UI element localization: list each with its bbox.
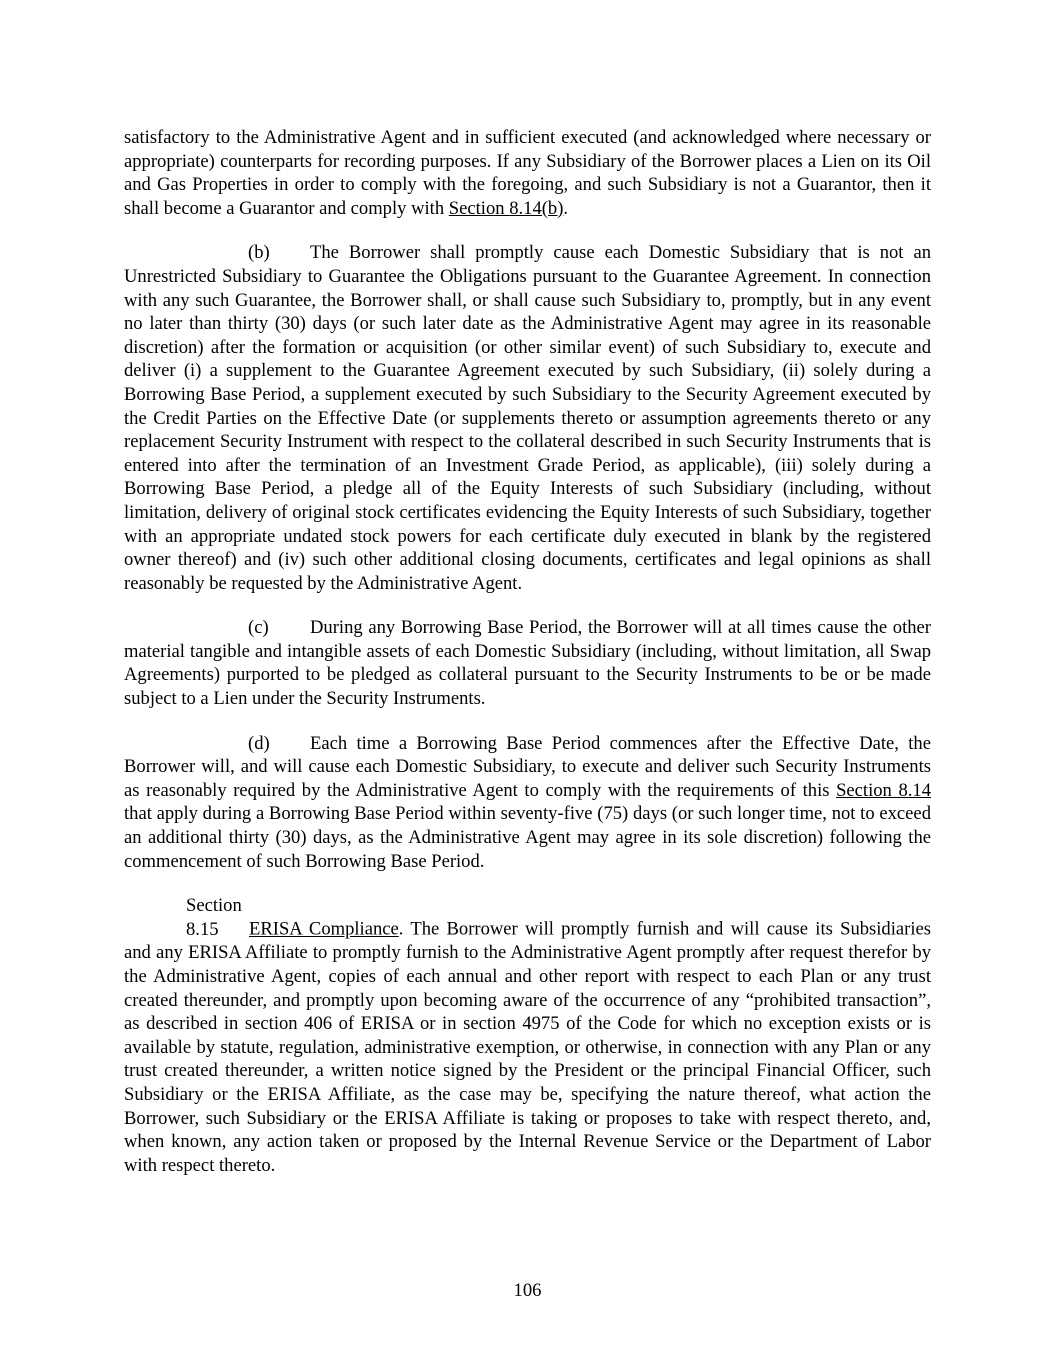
paragraph-continuation (124, 126, 931, 220)
clause-label-d: (d) (248, 732, 270, 754)
paragraph-text-end: that apply during a Borrowing Base Period within seventy-five (75) days (or such longer time, not to exceed an additional thirty (30) days, as the Administrative Agent may agree in its sole discretion) following the commencement of such Borrowing Base Period. (124, 803, 931, 872)
paragraph-c (124, 616, 931, 710)
paragraph-text: . The Borrower will promptly furnish and will cause its Subsidiaries and any ERISA Affiliate to promptly furnish to the Administrative Agent promptly after request therefor by the Administrative Agent, copies of each annual and other report with respect to each Plan or any trust created thereunder, and promptly upon becoming aware of the occurrence of any “prohibited transaction”, as described in section 406 of ERISA or in section 4975 of the Code for which no exception exists or is available by statute, regulation, administrative exemption, or otherwise, in connection with any Plan or any trust created thereunder, a written notice signed by the President or the principal Financial Officer, such Subsidiary or the ERISA Affiliate, as the case may be, specifying the nature thereof, what action the Borrower, such Subsidiary or the ERISA Affiliate is taking or proposes to take with respect thereto, and, when known, any action taken or proposed by the Internal Revenue Service or the Department of Labor with respect thereto. (124, 918, 931, 1176)
section-label: Section 8.15 (186, 895, 242, 940)
clause-label-c: (c) (248, 617, 269, 639)
section-heading: ERISA Compliance (249, 918, 399, 940)
paragraph-text: The Borrower shall promptly cause each Domestic Subsidiary that is not an Unrestricted Subsidiary to Guarantee the Obligations pursuant to the Guarantee Agreement. In connection with any such Guarantee, the Borrower shall, or shall cause such Subsidiary to, promptly, but in any event no later than thirty (30) days (or such later date as the Administrative Agent may agree in its reasonable discretion) after the formation or acquisition (or other similar event) of such Subsidiary to, execute and deliver (i) a supplement to the Guarantee Agreement executed by such Subsidiary, (ii) solely during a Borrowing Base Period, a supplement executed by such Subsidiary to the Security Agreement executed by the Credit Parties on the Effective Date (or supplements thereto or assumption agreements thereto or any replacement Security Instrument with respect to the collateral described in such Security Instruments that is entered into after the termination of an Investment Grade Period, as applicable), (iii) solely during a Borrowing Base Period, a pledge all of the Equity Interests of such Subsidiary (including, without limitation, delivery of original stock certificates evidencing the Equity Interests of such Subsidiary, together with an appropriate undated stock powers for each certificate duly executed in blank by the registered owner thereof) and (iv) such other additional closing documents, certificates and legal opinions as shall reasonably be requested by the Administrative Agent. (124, 242, 931, 594)
clause-label-b: (b) (248, 242, 270, 264)
paragraph-text-end: . (563, 197, 569, 219)
paragraph-text: satisfactory to the Administrative Agent and in sufficient executed (and acknowledged where necessary or appropriate) counterparts for recording purposes. If any Subsidiary of the Borrower places a Lien on its Oil and Gas Properties in order to comply with the foregoing, and such Subsidiary is not a Guarantor, then it shall become a Guarantor and comply with (124, 127, 931, 219)
document-body (124, 126, 931, 1198)
paragraph-b (124, 241, 931, 595)
paragraph-text: Each time a Borrowing Base Period commences after the Effective Date, the Borrower will, and will cause each Domestic Subsidiary, to execute and deliver such Security Instruments as reasonably required by the Administrative Agent to comply with the requirements of this (124, 732, 931, 801)
paragraph-d (124, 732, 931, 874)
page-number: 106 (513, 1280, 542, 1301)
section-reference-8-14-b: Section 8.14(b) (448, 197, 564, 219)
section-reference-8-14: Section 8.14 (836, 779, 931, 801)
section-8-15 (124, 894, 931, 1177)
paragraph-text: During any Borrowing Base Period, the Borrower will at all times cause the other material tangible and intangible assets of each Domestic Subsidiary (including, without limitation, all Swap Agreements) purported to be pledged as collateral pursuant to the Security Instruments to be or be made subject to a Lien under the Security Instruments. (124, 617, 931, 710)
